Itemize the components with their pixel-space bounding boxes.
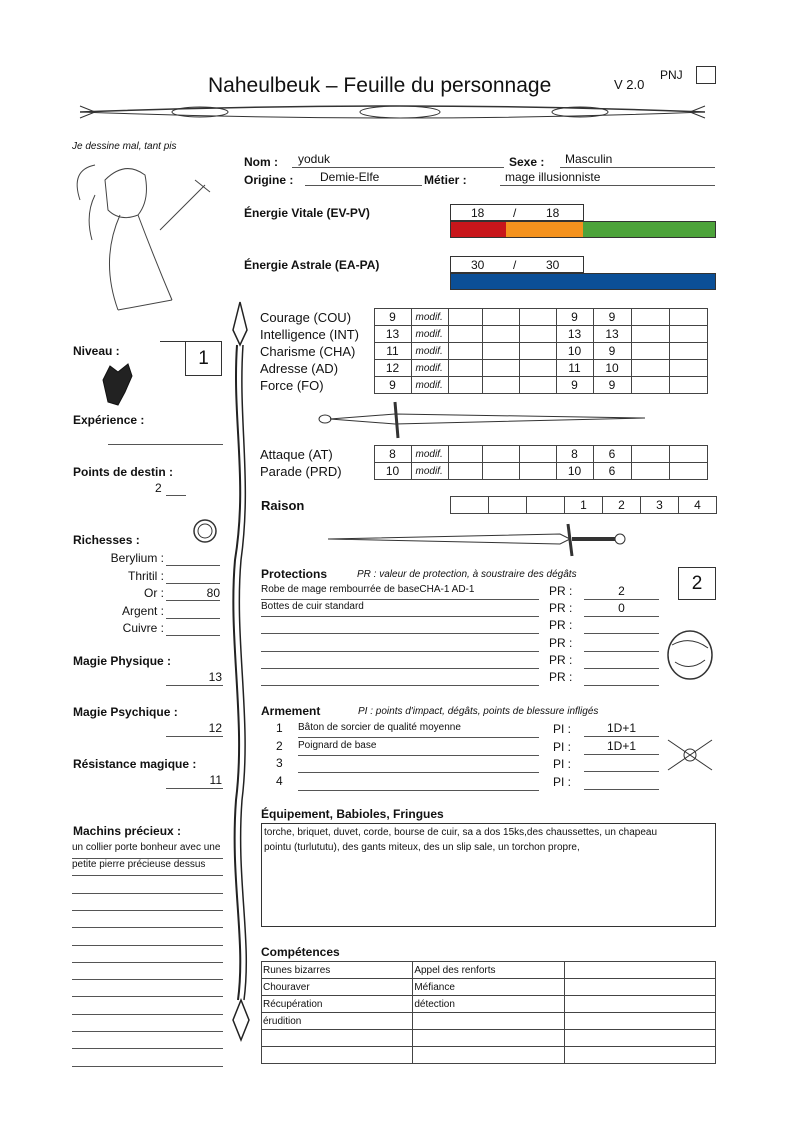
stat-cell[interactable] xyxy=(482,377,519,394)
equipement-line: torche, briquet, duvet, corde, bourse de cuir, sa a dos 15ks,des chaussettes, un chapeau xyxy=(264,827,658,838)
stat-label: Charisme (CHA) xyxy=(260,343,356,359)
competence-cell[interactable] xyxy=(413,1013,564,1030)
combat-value-1[interactable]: 10 xyxy=(556,463,593,480)
combat-cell[interactable] xyxy=(519,463,556,480)
raison-cell[interactable]: 4 xyxy=(679,497,717,514)
pr-label: PR : xyxy=(549,670,573,684)
ev-value-box[interactable] xyxy=(450,204,584,221)
pr-label: PR : xyxy=(549,601,573,616)
protections-total[interactable]: 2 xyxy=(678,567,716,600)
equipement-label: Équipement, Babioles, Fringues xyxy=(261,807,444,821)
richesse-value[interactable] xyxy=(166,569,220,584)
protections-note: PR : valeur de protection, à soustraire des dégâts xyxy=(357,569,577,580)
protection-name[interactable] xyxy=(261,653,539,669)
magie-psychique-label: Magie Psychique : xyxy=(73,705,178,719)
competence-row xyxy=(262,979,716,996)
magie-psychique-value[interactable]: 12 xyxy=(208,721,222,735)
combat-base[interactable]: 10 xyxy=(374,463,411,480)
stat-cell[interactable] xyxy=(519,326,556,343)
machin-line[interactable] xyxy=(72,946,223,963)
magie-physique-label: Magie Physique : xyxy=(73,654,172,668)
pi-label: PI : xyxy=(553,774,572,789)
raison-cell[interactable]: 3 xyxy=(641,497,679,514)
stat-base[interactable]: 13 xyxy=(374,326,411,343)
equipement-line: pointu (turlututu), des gants miteux, des un slip sale, un torchon propre, xyxy=(264,842,580,853)
pr-value[interactable] xyxy=(584,618,659,634)
stat-base[interactable]: 9 xyxy=(374,377,411,394)
competence-cell[interactable] xyxy=(564,996,715,1013)
stat-cell[interactable] xyxy=(519,360,556,377)
arme-number: 4 xyxy=(276,773,283,788)
ea-sep: / xyxy=(513,258,517,272)
richesse-label: Or : xyxy=(144,586,164,600)
stat-cell[interactable] xyxy=(669,360,707,377)
machin-line[interactable]: petite pierre précieuse dessus xyxy=(72,859,223,876)
modif-label: modif. xyxy=(411,326,448,343)
competence-cell[interactable] xyxy=(413,1030,564,1047)
richesse-label: Thritil : xyxy=(128,568,164,583)
stat-value-2[interactable]: 13 xyxy=(593,326,631,343)
destin-label: Points de destin : xyxy=(73,465,174,479)
stat-value-1[interactable]: 11 xyxy=(556,360,593,377)
stat-value-2[interactable]: 10 xyxy=(593,360,631,377)
stat-cell[interactable] xyxy=(519,377,556,394)
stat-value-1[interactable]: 9 xyxy=(556,309,593,326)
stat-row xyxy=(258,343,707,360)
stat-cell[interactable] xyxy=(448,377,482,394)
resistance-label: Résistance magique : xyxy=(73,757,197,771)
modif-label: modif. xyxy=(411,446,448,463)
stat-cell[interactable] xyxy=(631,309,669,326)
richesse-label: Cuivre : xyxy=(122,621,164,635)
competences-label: Compétences xyxy=(261,945,340,959)
competence-cell[interactable]: érudition xyxy=(262,1013,413,1030)
machin-line[interactable] xyxy=(72,998,223,1015)
competence-cell[interactable] xyxy=(262,1030,413,1047)
richesse-value[interactable] xyxy=(166,551,220,566)
stat-value-2[interactable]: 9 xyxy=(593,343,631,360)
metier-field[interactable]: mage illusionniste xyxy=(505,170,601,184)
competence-cell[interactable]: Chouraver xyxy=(262,979,413,996)
machin-line[interactable] xyxy=(72,929,223,946)
protection-name[interactable] xyxy=(261,618,539,634)
pnj-label: PNJ xyxy=(660,68,683,82)
arme-name[interactable]: Poignard de base xyxy=(298,740,539,756)
nom-label: Nom : xyxy=(244,155,278,169)
richesse-value[interactable]: 80 xyxy=(166,586,220,601)
competence-row xyxy=(262,996,716,1013)
stat-value-1[interactable]: 13 xyxy=(556,326,593,343)
pi-value[interactable]: 1D+1 xyxy=(584,739,659,755)
ev-sep: / xyxy=(513,206,517,220)
combat-label: Attaque (AT) xyxy=(260,446,333,462)
raison-cell[interactable] xyxy=(489,497,527,514)
equipement-box[interactable] xyxy=(261,823,716,927)
competence-cell[interactable] xyxy=(564,962,715,979)
stat-row xyxy=(258,377,707,394)
raison-cell[interactable]: 1 xyxy=(565,497,603,514)
nom-field[interactable]: yoduk xyxy=(298,152,331,166)
competence-row xyxy=(262,1030,716,1047)
competence-cell[interactable] xyxy=(262,1047,413,1064)
machin-line[interactable] xyxy=(72,1015,223,1032)
pi-label: PI : xyxy=(553,757,572,771)
portrait-caption: Je dessine mal, tant pis xyxy=(72,141,177,152)
ea-max: 30 xyxy=(546,258,560,272)
armement-note: PI : points d'impact, dégâts, points de blessure infligés xyxy=(358,706,599,717)
combat-cell[interactable] xyxy=(631,446,669,463)
stat-row xyxy=(258,309,707,326)
stat-label: Intelligence (INT) xyxy=(260,326,359,342)
stat-cell[interactable] xyxy=(669,377,707,394)
pr-value[interactable] xyxy=(584,653,659,669)
stats-table xyxy=(258,308,708,394)
machin-line[interactable] xyxy=(72,911,223,928)
sexe-label: Sexe : xyxy=(509,155,545,169)
stat-row xyxy=(258,326,707,343)
stat-cell[interactable] xyxy=(669,309,707,326)
machin-line[interactable] xyxy=(72,963,223,980)
experience-label: Expérience : xyxy=(73,413,145,427)
combat-cell[interactable] xyxy=(669,463,707,480)
modif-label: modif. xyxy=(411,463,448,480)
protection-name[interactable]: Bottes de cuir standard xyxy=(261,601,539,617)
combat-label: Parade (PRD) xyxy=(260,463,342,479)
pr-value[interactable]: 2 xyxy=(584,584,659,600)
protection-name[interactable] xyxy=(261,670,539,686)
creature-icon xyxy=(103,364,132,405)
pr-label: PR : xyxy=(549,652,573,667)
machin-line[interactable] xyxy=(72,877,223,894)
resistance-value[interactable]: 11 xyxy=(209,773,222,787)
richesse-label: Argent : xyxy=(121,603,164,618)
sexe-field[interactable]: Masculin xyxy=(565,152,613,166)
arme-name[interactable]: Bâton de sorcier de qualité moyenne xyxy=(298,722,539,738)
competence-cell[interactable] xyxy=(564,1030,715,1047)
combat-cell[interactable] xyxy=(631,463,669,480)
competence-cell[interactable]: détection xyxy=(413,996,564,1013)
stat-cell[interactable] xyxy=(482,309,519,326)
combat-value-2[interactable]: 6 xyxy=(593,463,631,480)
niveau-value[interactable]: 1 xyxy=(185,341,222,376)
raison-table xyxy=(450,496,717,514)
origine-field[interactable]: Demie-Elfe xyxy=(320,170,380,184)
combat-row xyxy=(258,446,707,463)
stat-cell[interactable] xyxy=(669,343,707,360)
stat-value-1[interactable]: 9 xyxy=(556,377,593,394)
stat-cell[interactable] xyxy=(448,360,482,377)
pr-value[interactable]: 0 xyxy=(584,601,659,617)
stat-value-2[interactable]: 9 xyxy=(593,309,631,326)
weapons-icon xyxy=(668,740,712,770)
arme-name[interactable] xyxy=(298,775,539,791)
competence-cell[interactable] xyxy=(564,1047,715,1064)
raison-cell[interactable] xyxy=(527,497,565,514)
stat-value-2[interactable]: 9 xyxy=(593,377,631,394)
stat-cell[interactable] xyxy=(448,309,482,326)
pi-value[interactable]: 1D+1 xyxy=(584,721,659,737)
stat-cell[interactable] xyxy=(519,309,556,326)
combat-cell[interactable] xyxy=(448,463,482,480)
protection-name[interactable] xyxy=(261,636,539,652)
spear-icon xyxy=(233,302,249,1040)
destin-value[interactable]: 2 xyxy=(155,481,162,495)
stat-cell[interactable] xyxy=(669,326,707,343)
ev-current: 18 xyxy=(471,206,485,220)
machin-line[interactable]: un collier porte bonheur avec une xyxy=(72,842,223,859)
richesse-label: Berylium : xyxy=(110,551,164,565)
ornament-bar xyxy=(80,106,705,118)
stat-cell[interactable] xyxy=(631,377,669,394)
combat-cell[interactable] xyxy=(482,463,519,480)
competence-cell[interactable]: Méfiance xyxy=(413,979,564,996)
stat-cell[interactable] xyxy=(482,343,519,360)
protections-label: Protections xyxy=(261,567,328,581)
stat-base[interactable]: 11 xyxy=(374,343,411,360)
machins-label: Machins précieux : xyxy=(73,824,182,838)
stat-cell[interactable] xyxy=(631,343,669,360)
pi-label: PI : xyxy=(553,739,572,754)
machin-line[interactable] xyxy=(72,980,223,997)
ea-bar xyxy=(450,273,716,290)
ev-max: 18 xyxy=(546,206,560,220)
modif-label: modif. xyxy=(411,343,448,360)
arme-number: 3 xyxy=(276,756,283,770)
combat-value-1[interactable]: 8 xyxy=(556,446,593,463)
stat-cell[interactable] xyxy=(631,326,669,343)
pr-label: PR : xyxy=(549,618,573,633)
pr-value[interactable] xyxy=(584,670,659,686)
stat-base[interactable]: 9 xyxy=(374,309,411,326)
combat-cell[interactable] xyxy=(519,446,556,463)
modif-label: modif. xyxy=(411,309,448,326)
competence-cell[interactable] xyxy=(564,979,715,996)
metier-label: Métier : xyxy=(424,173,467,187)
stat-label: Courage (COU) xyxy=(260,309,352,325)
stat-label: Adresse (AD) xyxy=(260,360,339,376)
combat-cell[interactable] xyxy=(669,446,707,463)
combat-cell[interactable] xyxy=(448,446,482,463)
ea-current: 30 xyxy=(471,258,485,272)
machin-line[interactable] xyxy=(72,1050,223,1067)
combat-table xyxy=(258,445,708,480)
arme-number: 2 xyxy=(276,738,283,753)
stat-cell[interactable] xyxy=(482,326,519,343)
portrait-drawing xyxy=(77,165,210,310)
pi-value[interactable] xyxy=(584,774,659,790)
raison-cell[interactable] xyxy=(451,497,489,514)
richesse-value[interactable] xyxy=(166,621,220,636)
stat-cell[interactable] xyxy=(448,326,482,343)
stat-value-1[interactable]: 10 xyxy=(556,343,593,360)
ea-value-box[interactable] xyxy=(450,256,584,273)
competence-cell[interactable]: Appel des renforts xyxy=(413,962,564,979)
combat-value-2[interactable]: 6 xyxy=(593,446,631,463)
combat-cell[interactable] xyxy=(482,446,519,463)
version-label: V 2.0 xyxy=(614,77,645,92)
combat-row xyxy=(258,463,707,480)
magie-physique-value[interactable]: 13 xyxy=(208,670,222,684)
competence-row xyxy=(262,962,716,979)
machin-line[interactable] xyxy=(72,1032,223,1049)
pr-value[interactable] xyxy=(584,636,659,652)
protection-name[interactable]: Robe de mage rembourrée de baseCHA-1 AD-1 xyxy=(261,584,539,600)
pi-label: PI : xyxy=(553,722,572,736)
raison-label: Raison xyxy=(261,498,305,513)
coin-icon xyxy=(194,520,216,542)
arme-name[interactable] xyxy=(298,757,539,773)
competence-cell[interactable] xyxy=(564,1013,715,1030)
competence-row xyxy=(262,1047,716,1064)
modif-label: modif. xyxy=(411,360,448,377)
stat-base[interactable]: 12 xyxy=(374,360,411,377)
machin-line[interactable] xyxy=(72,894,223,911)
pr-label: PR : xyxy=(549,584,573,598)
stat-cell[interactable] xyxy=(631,360,669,377)
stat-cell[interactable] xyxy=(519,343,556,360)
arme-number: 1 xyxy=(276,721,283,735)
ev-label: Énergie Vitale (EV-PV) xyxy=(244,206,370,220)
shield-icon xyxy=(668,631,712,679)
pr-label: PR : xyxy=(549,635,573,650)
stat-label: Force (FO) xyxy=(260,377,324,393)
origine-label: Origine : xyxy=(244,173,294,187)
richesses-label: Richesses : xyxy=(73,533,140,547)
pi-value[interactable] xyxy=(584,756,659,772)
stat-row xyxy=(258,360,707,377)
niveau-label: Niveau : xyxy=(73,344,120,358)
raison-cell[interactable]: 2 xyxy=(603,497,641,514)
ev-bar xyxy=(450,221,716,238)
pnj-checkbox[interactable] xyxy=(696,66,716,84)
competence-cell[interactable]: Récupération xyxy=(262,996,413,1013)
ea-label: Énergie Astrale (EA-PA) xyxy=(244,258,380,272)
stat-cell[interactable] xyxy=(482,360,519,377)
competence-cell[interactable]: Runes bizarres xyxy=(262,962,413,979)
armement-label: Armement xyxy=(261,704,321,718)
competence-cell[interactable] xyxy=(413,1047,564,1064)
stat-cell[interactable] xyxy=(448,343,482,360)
page-title: Naheulbeuk – Feuille du personnage xyxy=(208,74,552,97)
modif-label: modif. xyxy=(411,377,448,394)
combat-base[interactable]: 8 xyxy=(374,446,411,463)
competence-row xyxy=(262,1013,716,1030)
richesse-value[interactable] xyxy=(166,604,220,619)
competences-table xyxy=(261,961,716,1064)
